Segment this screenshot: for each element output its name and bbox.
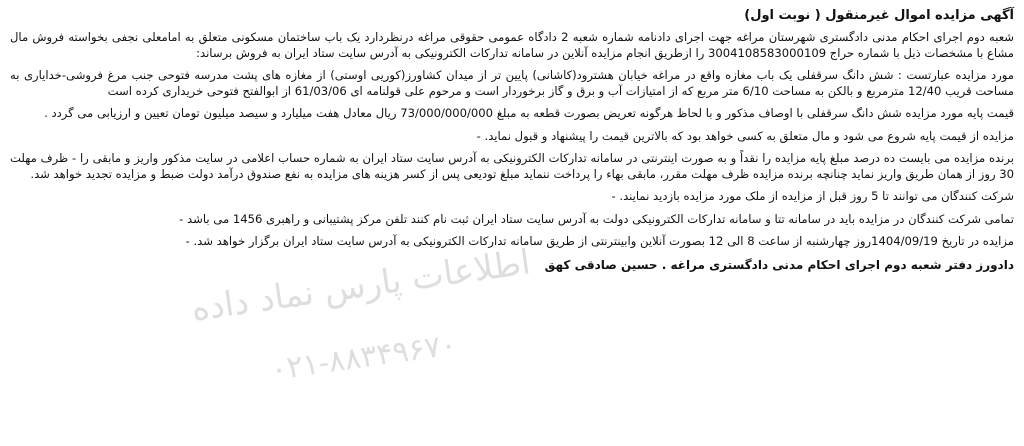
- watermark-text: اطلاعات پارس نماد داده: [188, 242, 533, 330]
- registration-paragraph: تمامی شرکت کنندگان در مزایده باید در سامانه تتا و سامانه تدارکات الکترونیکی دولت به آدرس سایت ستاد ایران ثبت نام کنند تلفن مرکز پشتیبانی و راهبری 1456 می باشد -: [179, 211, 1014, 226]
- watermark-phone: ۰۲۱-۸۸۳۴۹۶۷۰: [268, 327, 459, 388]
- base-price-paragraph: قیمت پایه مورد مزایده شش دانگ سرقفلی با اوصاف مذکور و با لحاظ هرگونه تعریض بصورت قطعه به مبلغ 73/000/000/000 ریال معادل هفت میلیارد و سیصد میلیون تومان تعیین و ارزیابی می گردد .: [44, 106, 1014, 120]
- intro-paragraph: شعبه دوم اجرای احکام مدنی دادگستری شهرستان مراغه جهت اجرای دادنامه شماره شعبه 2 دادگاه عمومی حقوقی مراغه درنظردارد یک باب ساختمان مسکونی متعلق به امامعلی نجفی بخواسته فروش مال مشاع با مشخصات ذیل با شماره حراج 3004108583000109 را ازطریق انجام مزایده آنلاین در سامانه تدارکات الکترونیکی به آدرس سایت ستاد ایران به فروش برساند:: [10, 30, 1015, 60]
- auction-start-paragraph: مزایده از قیمت پایه شروع می شود و مال متعلق به کسی خواهد بود که بالاترین قیمت را پیشنهاد و قبول نماید. -: [476, 128, 1014, 143]
- signature-line: دادورز دفتر شعبه دوم اجرای احکام مدنی دادگستری مراغه . حسین صادقی کهق: [544, 257, 1014, 272]
- payment-terms-paragraph: برنده مزایده می بایست ده درصد مبلغ پایه مزایده را نقداً و به صورت اینترنتی در سامانه تدارکات الکترونیکی به آدرس سایت ستاد ایران به شماره حساب اعلامی در سایت مذکور واریز و مابقی را - ظرف مهلت 30 روز از همان طریق واریز نماید چنانچه برنده مزایده ظرف مهلت مقرر، مابقی بهاء را پرداخت ننماید مبلغ تودیعی پس از کسر هزینه های مزایده به نفع صندوق درآمد دولت ضبط و مزایده تجدید خواهد شد.: [10, 151, 1014, 181]
- visit-paragraph: شرکت کنندگان می توانند تا 5 روز قبل از مزایده از ملک مورد مزایده بازدید نمایند. -: [611, 189, 1014, 203]
- auction-date-paragraph: مزایده در تاریخ 1404/09/19روز چهارشنبه از ساعت 8 الی 12 بصورت آنلاین وابینترنتی از طریق سامانه تدارکات الکترونیکی به آدرس سایت ستاد ایران برگزار خواهد شد. -: [185, 234, 1014, 248]
- property-description-paragraph: مورد مزایده عبارتست : شش دانگ سرقفلی یک باب مغازه واقع در مراغه خیابان هشترود(کاشانی) پایین تر از میدان کشاورز(کوریی اوستی) از مغازه های پشت مدرسه فتوحی جنب مرغ فروشی-خدایاری به مساحت قریب 12/40 مترمربع و بالکن به مساحت 6/10 متر مربع که از امتیازات آب و برق و گاز برخوردار است و مرحوم علی قولنامه ای 61/03/06 از ابوالفتح فتوحی خریداری کرده است: [10, 68, 1014, 98]
- notice-title: آگهی مزایده اموال غیرمنقول ( نوبت اول): [744, 8, 1014, 23]
